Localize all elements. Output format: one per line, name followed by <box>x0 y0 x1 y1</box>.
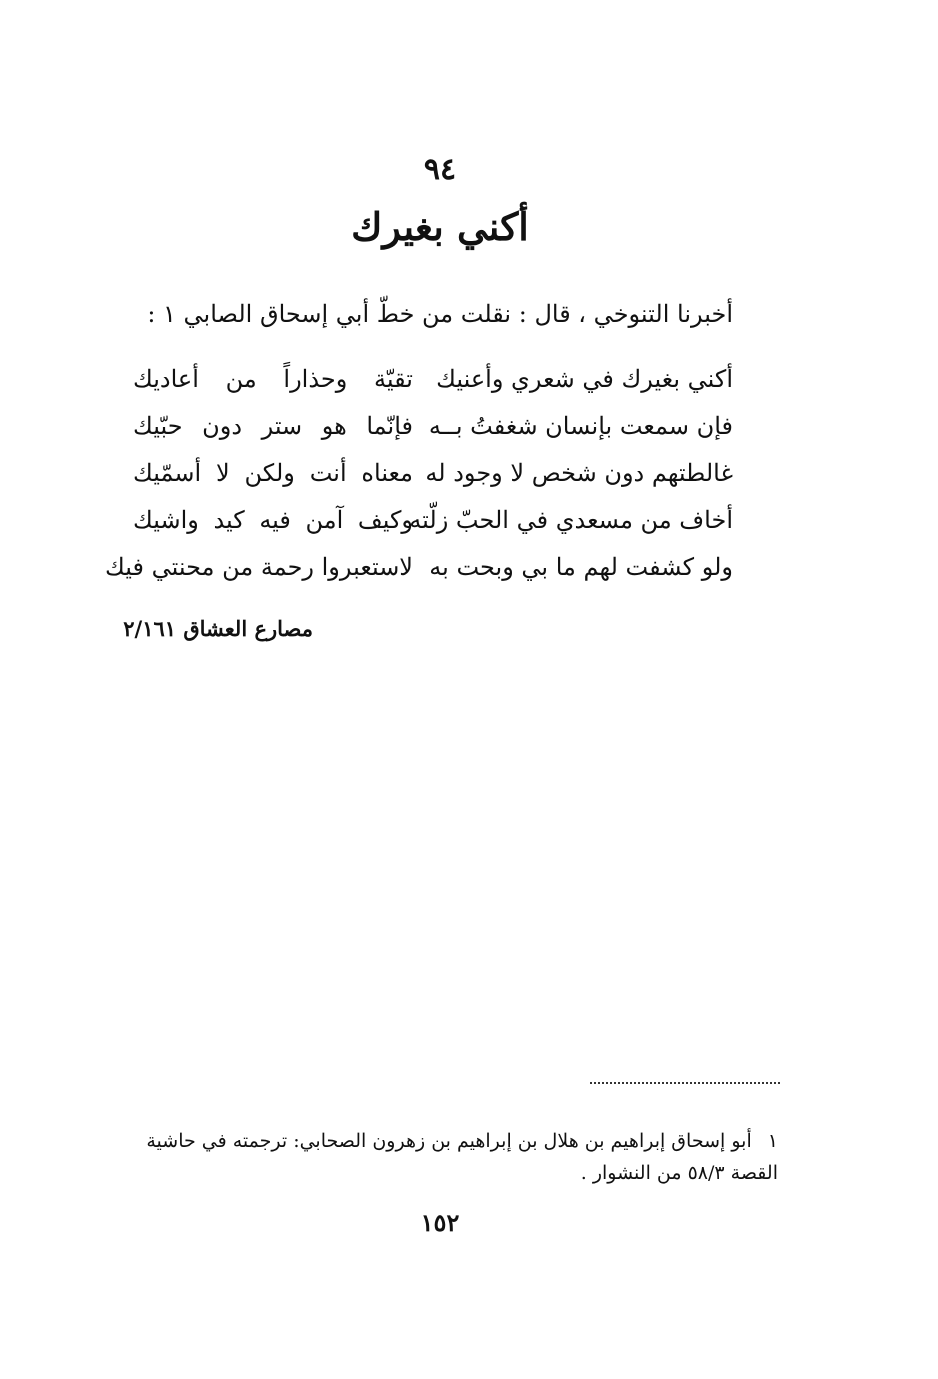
verse-first-hemistich: غالطتهم دون شخص لا وجود له <box>425 459 733 487</box>
poem-verse <box>133 403 733 450</box>
page-number: ١٥٢ <box>420 1208 460 1237</box>
section-title: أكني بغيرك <box>351 204 529 249</box>
section-number: ٩٤ <box>423 152 457 187</box>
verse-first-hemistich: أكني بغيرك في شعري وأعنيك <box>436 365 733 393</box>
poem-verse <box>133 356 733 403</box>
footnote-text: أبو إسحاق إبراهيم بن هلال بن إبراهيم بن زهرون الصحابي: ترجمته في حاشية القصة ٥٨/٣ من النشوار . <box>146 1130 778 1184</box>
poem <box>105 356 733 591</box>
footnote-divider <box>590 1082 780 1084</box>
footnote-marker: ١ <box>767 1130 778 1152</box>
poem-verse <box>105 544 733 591</box>
verse-first-hemistich: ولو كشفت لهم ما بي وبحت به <box>429 553 733 581</box>
verse-first-hemistich: فإن سمعت بإنسان شغفتُ بــه <box>428 412 733 440</box>
poem-verse <box>133 497 733 544</box>
verse-second-hemistich: معناه أنت ولكن لا أسمّيك <box>133 459 413 487</box>
source-citation: مصارع العشاق ٢/١٦١ <box>123 616 313 641</box>
verse-first-hemistich: أخاف من مسعدي في الحبّ زلّته <box>409 506 733 534</box>
verse-second-hemistich: لاستعبروا رحمة من محنتي فيك <box>105 553 413 581</box>
footnote <box>98 1125 778 1189</box>
poem-verse <box>133 450 733 497</box>
verse-second-hemistich: فإنّما هو ستر دون حبّيك <box>133 412 413 440</box>
verse-second-hemistich: تقيّة وحذاراً من أعاديك <box>133 365 413 393</box>
verse-second-hemistich: وكيف آمن فيه كيد واشيك <box>133 506 413 534</box>
intro-line: أخبرنا التنوخي ، قال : نقلت من خطّ أبي إسحاق الصابي ١ : <box>147 300 733 328</box>
